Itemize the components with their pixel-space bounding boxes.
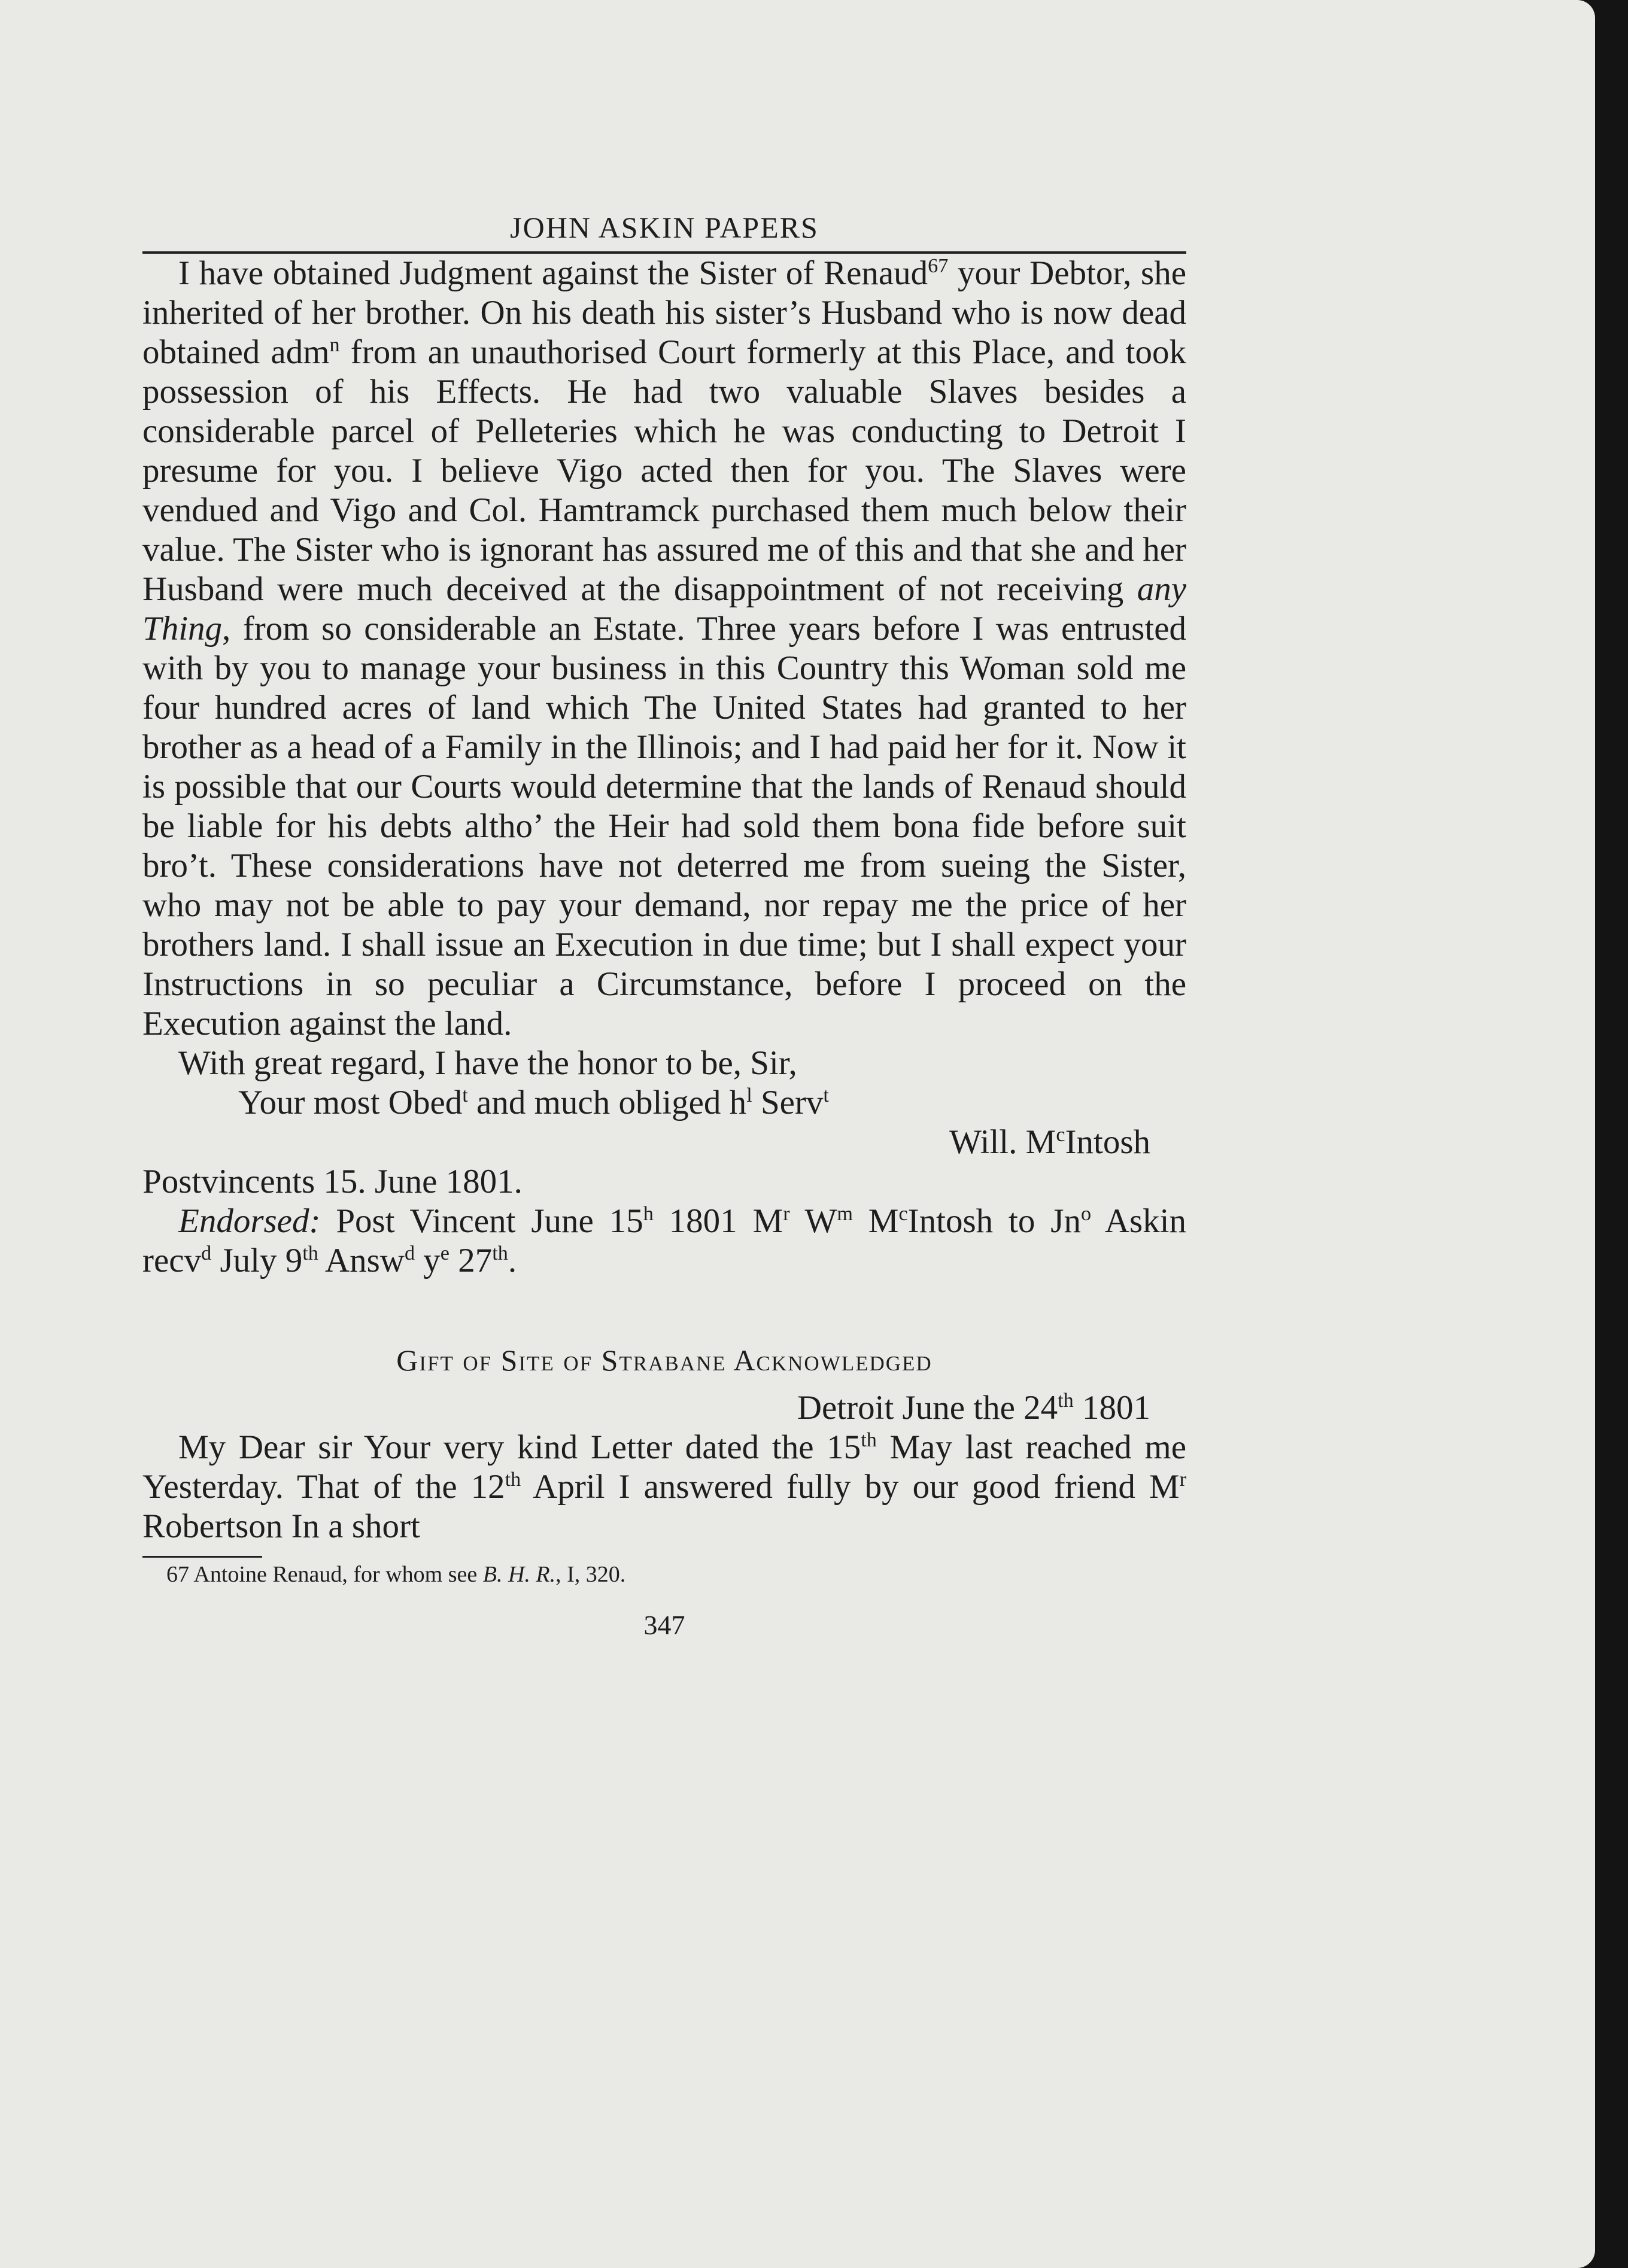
superscript: l — [746, 1084, 752, 1106]
superscript: t — [823, 1084, 829, 1106]
text-run: your Debtor, she inherited of her brother. On his death his sister’s Husband who is now dead obtained adm — [142, 254, 1186, 371]
italic-text: B. H. R. — [482, 1562, 556, 1587]
text-run: Detroit June the 24 — [797, 1389, 1058, 1427]
superscript: th — [861, 1429, 877, 1451]
text-run: W — [789, 1202, 837, 1240]
text-run: May last reached me Yesterday. That of the 12 — [142, 1428, 1186, 1506]
footnote — [142, 1561, 1186, 1588]
text-run: . — [508, 1242, 517, 1279]
superscript: d — [404, 1242, 415, 1264]
text-run: , from so considerable an Estate. Three years before I was entrusted with by you to manage your business in this Country this Woman sold me four hundred acres of land which The United States had granted to her brother as a head of a Family in the Illinois; and I had paid her for it. Now it is possible that our Courts would determine that the lands of Renaud should be liable for his debts altho’ the Heir had sold them bona fide before suit bro’t. These considerations have not deterred me from sueing the Sister, who may not be able to pay your demand, nor repay me the price of her brothers land. I shall issue an Execution in due time; but I shall expect your Instructions in so peculiar a Circumstance, before I proceed on the Execution against the land. — [142, 610, 1186, 1042]
text-run: from an unauthorised Court formerly at this Place, and took possession of his Effects. He had two valuable Slaves besides a considerable parcel of Pelleteries which he was conducting to Detroit I presume for you. I believe Vigo acted then for you. The Slaves were vendued and Vigo and Col. Hamtramck purchased them much below their value. The Sister who is ignorant has assured me of this and that she and her Husband were much deceived at the disappointment of not receiving — [142, 333, 1186, 608]
text-run: and much obliged h — [467, 1084, 747, 1121]
endorsement — [142, 1202, 1186, 1281]
text-run: My Dear sir Your very kind Letter dated the 15 — [178, 1428, 861, 1466]
superscript: n — [329, 334, 340, 356]
closing-line-1: With great regard, I have the honor to be, Sir, — [178, 1044, 797, 1082]
dateline — [142, 1388, 1186, 1428]
text-run: 27 — [449, 1242, 493, 1279]
superscript: th — [302, 1242, 318, 1264]
text-run: Will. M — [949, 1123, 1056, 1161]
text-run: 1801 — [1073, 1389, 1150, 1427]
text-run: Post Vincent June 15 — [320, 1202, 643, 1240]
endorsement-label: Endorsed: — [178, 1202, 321, 1240]
superscript: th — [1058, 1390, 1074, 1412]
text-run: Intosh to Jn — [907, 1202, 1081, 1240]
place-date: Postvincents 15. June 1801. — [142, 1163, 523, 1200]
running-head: JOHN ASKIN PAPERS — [142, 209, 1186, 254]
superscript: c — [1056, 1124, 1065, 1146]
letter-mcintosh — [142, 254, 1186, 1281]
text-run: July 9 — [211, 1242, 303, 1279]
superscript: e — [440, 1242, 449, 1264]
text-run: y — [415, 1242, 441, 1279]
text-run: Askin recv — [142, 1202, 1186, 1279]
superscript: o — [1080, 1203, 1092, 1225]
text-run: Your most Obed — [238, 1084, 463, 1121]
letter2-paragraph — [142, 1428, 1186, 1546]
text-run: April I answered fully by our good friend M — [521, 1468, 1180, 1506]
superscript: th — [492, 1242, 508, 1264]
superscript: th — [505, 1469, 521, 1491]
text-run: 1801 M — [653, 1202, 783, 1240]
superscript: c — [898, 1203, 908, 1225]
text-run: , I, 320. — [555, 1562, 626, 1587]
page-number: 347 — [643, 1610, 685, 1640]
text-run: Antoine Renaud, for whom see — [189, 1562, 483, 1587]
text-run: Intosh — [1065, 1123, 1150, 1161]
superscript: m — [837, 1203, 853, 1225]
text-run: Answ — [318, 1242, 405, 1279]
superscript: r — [1179, 1469, 1186, 1491]
footnote-number: 67 — [166, 1562, 189, 1587]
closing-line-2 — [142, 1083, 1186, 1123]
letter1-paragraph — [142, 254, 1186, 1044]
superscript: t — [462, 1084, 468, 1106]
page-content — [142, 209, 1186, 1641]
italic-text: any Thing — [142, 570, 1186, 647]
text-run: M — [852, 1202, 899, 1240]
text-run: I have obtained Judgment against the Sister of Renaud — [178, 254, 928, 292]
superscript: h — [643, 1203, 654, 1225]
text-run: Robertson In a short — [142, 1507, 420, 1545]
superscript: d — [201, 1242, 212, 1264]
superscript: r — [783, 1203, 790, 1225]
letter-askin — [142, 1388, 1186, 1546]
text-run: Serv — [752, 1084, 824, 1121]
signature — [142, 1123, 1186, 1162]
footnote-ref: 67 — [928, 255, 949, 277]
footnote-divider — [142, 1556, 262, 1558]
section-title: Gift of Site of Strabane Acknowledged — [396, 1343, 933, 1377]
